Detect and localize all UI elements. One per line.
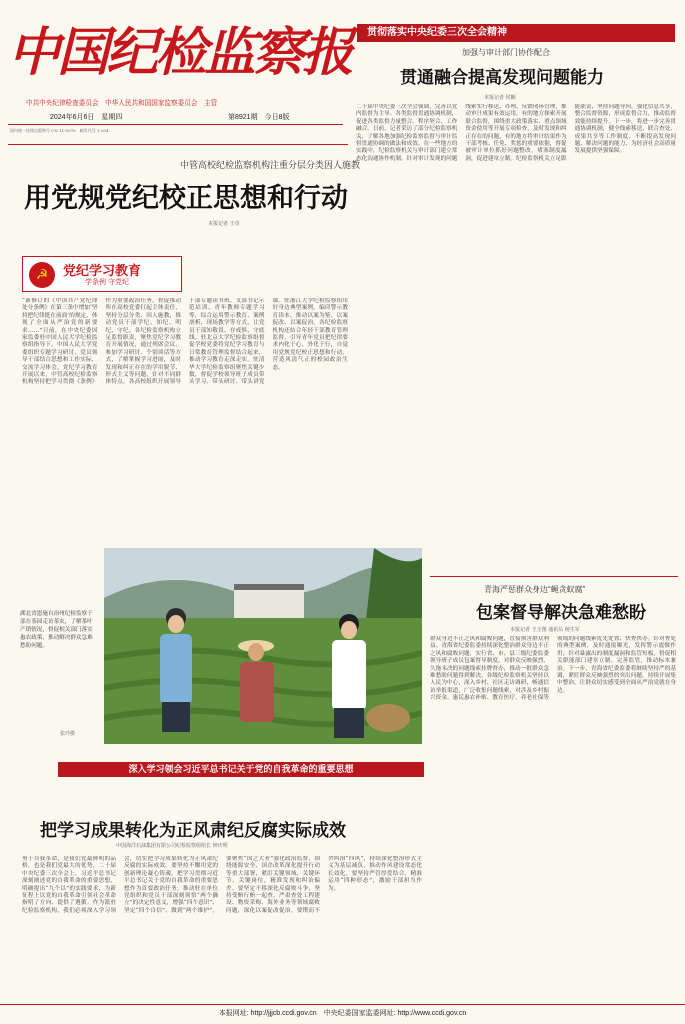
bottom-banner: 深入学习领会习近平总书记关于党的自我革命的重要思想 [58, 762, 424, 777]
top-right-kicker: 加强与审计部门协作配合 [462, 48, 550, 57]
right-story-byline: 本报记者 王圭图 通讯员 杨生军 [510, 627, 580, 633]
masthead-sponsor: 中共中央纪律检查委员会 中华人民共和国国家监察委员会 主管 [26, 100, 218, 107]
column-badge-title: 党纪学习教育 [63, 263, 142, 278]
lead-kicker: 中管高校纪检监察机构注重分层分类因人施教 [180, 160, 361, 170]
right-story-kicker: 青海严惩群众身边“蝇贪蚁腐” [484, 585, 586, 594]
masthead-title: 中国纪检监察报 [8, 22, 352, 83]
tea-garden-photo [104, 548, 422, 744]
photo-illustration [104, 548, 422, 744]
lead-byline: 本报记者 王卓 [208, 221, 240, 227]
issue-number: 第8921期 今日8版 [228, 114, 290, 121]
top-right-body: 二十届中央纪委三次全会强调，完善以党内监督为主导、各类监督贯通协调机制，促进各类监督力量整合、程序契合、工作融合。日前，记者采访了部分纪检监察机关，了解各地加强纪检监察监督与审计监督贯通协调的做法和成效。在一些地方的实践中，纪检监察机关与审计部门建立常态化沟通协作机制，针对审计发现的问题线索实行移送、办理、反馈闭环管理，推动审计成果有效运用。有的地方探索开展联合监督，围绕重大政策落实、重点领域资金使用等开展专项检查，及时发现和纠正存在的问题。有的地方将审计结果作为干部考核、任免、奖惩的重要依据，督促被审计单位抓好问题整改，堵塞制度漏洞，促进建章立制。纪检监察机关立足职能职责，坚持问题导向，强化信息共享，整合监督资源，形成监督合力，推动监督效能持续提升。下一步，将进一步完善贯通协调机制，健全线索移送、联合查处、成果共享等工作制度，不断提高发现问题、解决问题的能力，为经济社会高质量发展提供坚强保障。 [356, 104, 676, 162]
footer-urls: 本报网址: http://jjjcb.ccdi.gov.cn 中央纪委国家监委网址: http://www.ccdi.gov.cn [0, 1004, 685, 1024]
column-badge-subtitle: 学条例 守党纪 [85, 279, 129, 286]
top-right-headline: 贯通融合提高发现问题能力 [400, 68, 604, 87]
bottom-body: 勇于自我革命，是我们党最鲜明的品格，也是我们党最大的优势。二十届中央纪委三次全会上，习近平总书记深刻阐述党的自我革命的重要思想，明确提出“九个以”的实践要求，为新征程上以党的自我革命引领社会革命指明了方向、提供了遵循。作为派驻纪检监察机构，我们必须深入学习领会，切实把学习成果转化为正风肃纪反腐的实际成效。要坚持不懈用党的创新理论凝心铸魂，把学习贯彻习近平总书记关于党的自我革命的重要思想作为首要政治任务，推动驻在单位党组织和党员干部深刻领悟“两个确立”的决定性意义，增强“四个意识”、坚定“四个自信”、做到“两个维护”。要聚焦“国之大者”强化政治监督，围绕能源安全、国企改革深化提升行动等重大部署，紧盯关键领域、关键环节、关键岗位，精准发现和纠治偏差。要坚定不移深化反腐败斗争，坚持受贿行贿一起查，严肃查处工程建设、物资采购、海外业务等领域腐败问题，深化以案促改促治。要锲而不舍纠治“四风”，持续深化整治形式主义为基层减负，推动作风建设常态化长效化。要坚持严管厚爱结合，精准运用“四种形态”，激励干部担当作为。 [22, 856, 422, 914]
right-story-body: 群众身边不正之风和腐败问题，直接损害群众利益。青海省纪委监委持续深化整治群众身边不正之风和腐败问题，实行省、市、县三级纪委监委领导班子成员包案督导制度，对群众反映强烈、久拖未决的问题线索挂牌督办，推动一批群众急难愁盼问题得到解决。各级纪检监察机关坚持以人民为中心，深入乡村、社区走访调研，畅通信访举报渠道，广泛收集问题线索，对涉及乡村振兴资金、惠民惠农补贴、教育医疗、养老社保等领域的问题线索优先处置、快查快办。针对查处的典型案例，及时通报曝光，发挥警示震慑作用；针对暴露出的制度漏洞和监管短板，督促相关职能部门建章立制、完善监管，推动标本兼治。下一步，青海省纪委监委将继续坚持严的基调，紧盯群众反映强烈的突出问题，持续开展集中整治，让群众切实感受到全面从严治党就在身边。 [430, 636, 676, 702]
masthead-rule [8, 124, 343, 125]
photo-credit: 张玲摄 [60, 731, 76, 737]
party-emblem-icon: ☭ [29, 262, 55, 288]
photo-caption: 湖北省恩施自治州纪检监察干部在茶园走访茶农，了解茶叶产销情况，督促相关部门落实惠农政策，推动解决群众急难愁盼问题。 [20, 611, 93, 649]
publication-code: 国内统一连续出版物号 CN 11-0076 邮发代号 1-204 [10, 128, 109, 133]
column-badge [22, 256, 182, 292]
section-rule [8, 144, 348, 145]
lead-headline: 用党规党纪校正思想和行动 [24, 183, 348, 213]
issue-date: 2024年6月6日 星期四 [50, 114, 123, 121]
top-right-byline: 本报记者 侯颗 [484, 95, 516, 101]
right-story-headline: 包案督导解决急难愁盼 [476, 603, 646, 622]
right-story-rule [430, 576, 678, 577]
bottom-byline: 中国海洋石油集团有限公司纪检监察组组长 钟庆明 [116, 843, 228, 849]
bottom-headline: 把学习成果转化为正风肃纪反腐实际成效 [40, 821, 346, 840]
lead-body: “新修订的《中国共产党纪律处分条例》在第三条中增加‘坚持把纪律挺在前面’的规定，体现了全面从严治党的新要求……”日前，在中央纪委国家监委驻中国人民大学纪检监察组指导下，中国人民大学党委组织专题学习研讨，党员领导干部结合思想和工作实际，交流学习体会。党纪学习教育开展以来，中管高校纪检监察机构坚持把学习贯彻《条例》作为重要政治任务，督促推动所在高校党委扛起主体责任，坚持分层分类、因人施教，推动党员干部学纪、知纪、明纪、守纪。各纪检监察机构立足监督职责，聚焦党纪学习教育开展情况，通过列席会议、参加学习研讨、个别谈话等方式，了解掌握学习进展，及时发现和纠正存在的学用脱节、形式主义等问题。针对不同群体特点，各高校组织开展领导干部专题读书班、支部书记示范培训、青年教师专题学习等，综合运用警示教育、案例剖析、现场教学等方式，让党员干部知敬畏、存戒惧、守底线。驻北京大学纪检监察组督促学校党委将党纪学习教育与日常教育管理监督结合起来，推动学习教育走深走实。驻清华大学纪检监察组聚焦关键少数，督促学校领导班子成员带头学习、带头研讨、带头讲党课。驻浙江大学纪检监察组用好身边典型案例，编印警示教育读本，推动以案为鉴、以案促改、以案促治。各纪检监察机构还结合年轻干部教育管理监督，引导青年党员把纪律要求内化于心、外化于行，自觉用党规党纪校正思想和行动，营造风清气正的校园政治生态。 [22, 298, 348, 386]
top-banner: 贯彻落实中央纪委三次全会精神 [357, 24, 675, 42]
